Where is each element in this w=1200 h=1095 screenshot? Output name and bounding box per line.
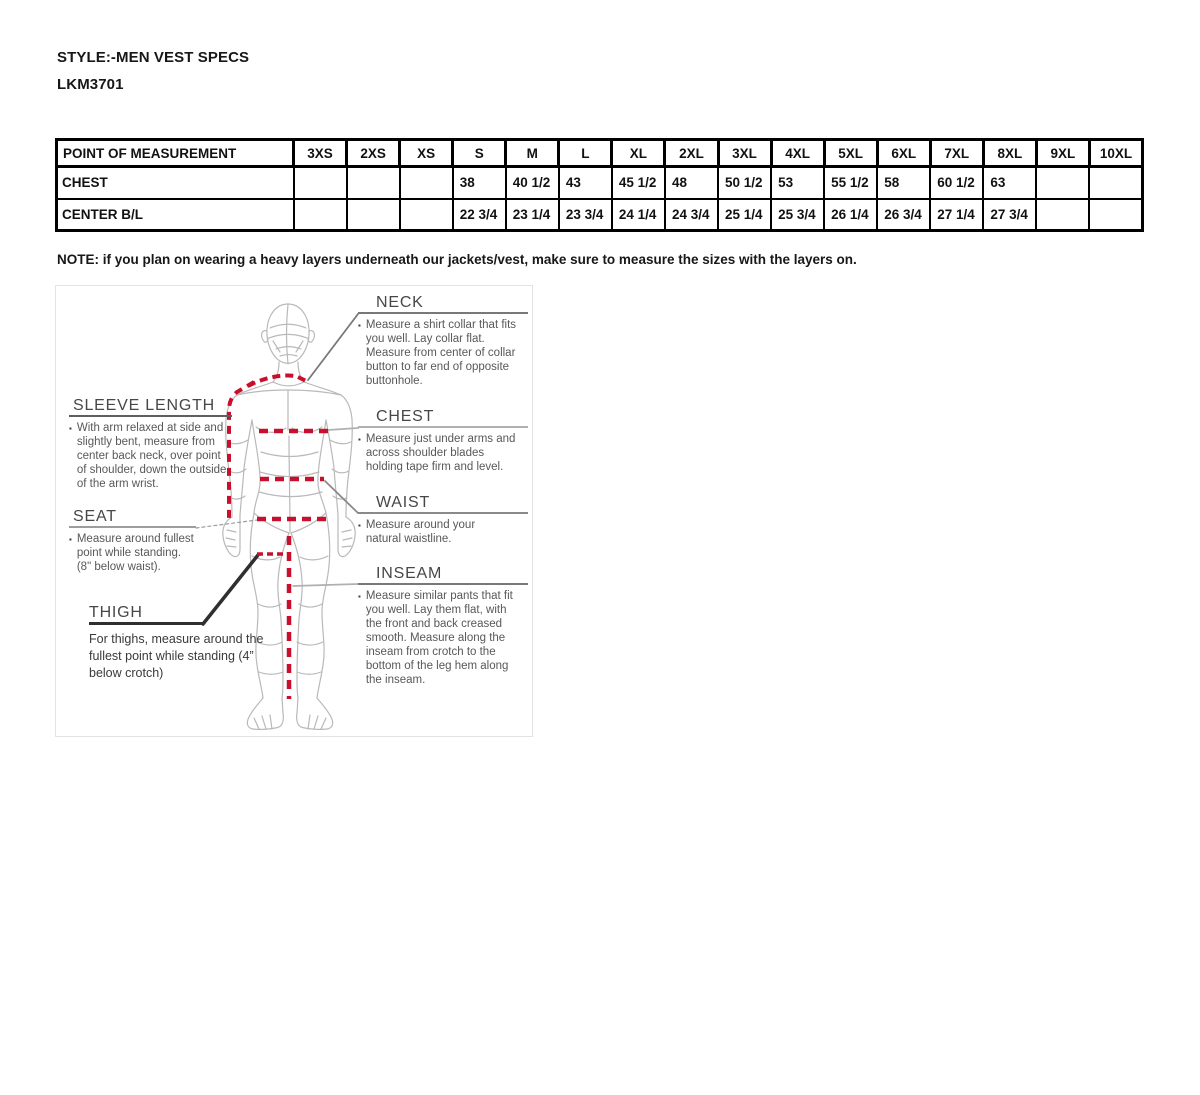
row-label: CENTER B/L (57, 199, 294, 231)
chest-heading: CHEST (358, 408, 528, 428)
size-table (55, 138, 1144, 232)
col-header-point-of-measurement: POINT OF MEASUREMENT (57, 140, 294, 167)
col-header-size-3xs: 3XS (294, 140, 347, 167)
col-header-size-s: S (453, 140, 506, 167)
size-value-cell (1089, 167, 1142, 199)
size-value-cell: 24 3/4 (665, 199, 718, 231)
size-value-cell (347, 167, 400, 199)
thigh-heading: THIGH (89, 604, 203, 625)
size-value-cell: 53 (771, 167, 824, 199)
bullet-square-icon: ▪ (358, 321, 361, 330)
neck-instructions (358, 318, 528, 388)
col-header-size-7xl: 7XL (930, 140, 983, 167)
col-header-size-m: M (506, 140, 559, 167)
size-value-cell (1089, 199, 1142, 231)
neck-instruction-text: Measure a shirt collar that fits you well. Lay collar flat. Measure from center of collar button to far end of opposite buttonhole. (365, 319, 517, 387)
sleeve-length-heading: SLEEVE LENGTH (69, 397, 232, 417)
col-header-size-3xl: 3XL (718, 140, 771, 167)
col-header-size-5xl: 5XL (824, 140, 877, 167)
size-value-cell: 50 1/2 (718, 167, 771, 199)
chest-leader-line (328, 428, 358, 430)
col-header-size-xl: XL (612, 140, 665, 167)
measurement-diagram (55, 285, 533, 737)
inseam-section (358, 565, 528, 687)
size-value-cell: 25 3/4 (771, 199, 824, 231)
size-value-cell: 25 1/4 (718, 199, 771, 231)
size-value-cell (1036, 167, 1089, 199)
waist-instructions (358, 518, 528, 546)
sleeve-length-section (69, 397, 232, 491)
size-table-body (57, 167, 1143, 231)
sleeve-length-instruction-text: With arm relaxed at side and slightly bent, measure from center back neck, over point of shoulder, down the outside of the arm wrist. (76, 422, 227, 490)
size-value-cell (1036, 199, 1089, 231)
size-value-cell: 38 (453, 167, 506, 199)
neck-leader-line (308, 314, 358, 380)
inseam-instructions (358, 589, 528, 687)
size-value-cell (294, 167, 347, 199)
neck-section (358, 294, 528, 388)
seat-instructions (69, 532, 196, 574)
size-table-container (55, 138, 1144, 232)
waist-section (358, 494, 528, 546)
row-label: CHEST (57, 167, 294, 199)
size-value-cell: 24 1/4 (612, 199, 665, 231)
size-value-cell: 45 1/2 (612, 167, 665, 199)
col-header-size-6xl: 6XL (877, 140, 930, 167)
size-value-cell: 22 3/4 (453, 199, 506, 231)
size-value-cell: 60 1/2 (930, 167, 983, 199)
title-block (57, 44, 249, 98)
col-header-size-9xl: 9XL (1036, 140, 1089, 167)
waist-instruction-text: Measure around your natural waistline. (365, 519, 476, 545)
bullet-square-icon: ▪ (358, 592, 361, 601)
waist-heading: WAIST (358, 494, 528, 514)
size-value-cell: 63 (983, 167, 1036, 199)
col-header-size-l: L (559, 140, 612, 167)
size-value-cell: 23 3/4 (559, 199, 612, 231)
size-value-cell: 58 (877, 167, 930, 199)
col-header-size-2xs: 2XS (347, 140, 400, 167)
bullet-square-icon: ▪ (358, 435, 361, 444)
inseam-leader-line (293, 584, 358, 586)
chest-section (358, 408, 528, 474)
inseam-heading: INSEAM (358, 565, 528, 585)
size-table-header-row (57, 140, 1143, 167)
thigh-leader-line (203, 555, 258, 624)
size-value-cell: 26 3/4 (877, 199, 930, 231)
style-code: LKM3701 (57, 76, 124, 93)
col-header-size-2xl: 2XL (665, 140, 718, 167)
sleeve-length-instructions (69, 421, 232, 491)
col-header-size-10xl: 10XL (1089, 140, 1142, 167)
bullet-square-icon: ▪ (69, 535, 72, 544)
seat-instruction-text: Measure around fullest point while standing. (8" below waist). (76, 533, 194, 573)
bullet-square-icon: ▪ (69, 424, 72, 433)
thigh-instruction-text: For thighs, measure around the fullest point while standing (4” below crotch) (89, 632, 264, 680)
size-value-cell (400, 167, 453, 199)
size-value-cell: 23 1/4 (506, 199, 559, 231)
table-row (57, 199, 1143, 231)
size-value-cell: 55 1/2 (824, 167, 877, 199)
size-value-cell (347, 199, 400, 231)
col-header-size-8xl: 8XL (983, 140, 1036, 167)
inseam-instruction-text: Measure similar pants that fit you well. Lay them flat, with the front and back creased smooth. Measure along the inseam from crotch to the bottom of the leg hem along the inseam. (365, 590, 513, 686)
seat-heading: SEAT (69, 508, 196, 528)
size-value-cell: 26 1/4 (824, 199, 877, 231)
table-row (57, 167, 1143, 199)
style-title: STYLE:-MEN VEST SPECS (57, 49, 250, 66)
note-text: NOTE: if you plan on wearing a heavy layers underneath our jackets/vest, make sure to measure the sizes with the layers on. (57, 252, 857, 267)
bullet-square-icon: ▪ (358, 521, 361, 530)
neck-heading: NECK (358, 294, 528, 314)
size-value-cell: 27 1/4 (930, 199, 983, 231)
size-value-cell: 48 (665, 167, 718, 199)
size-value-cell (400, 199, 453, 231)
size-value-cell (294, 199, 347, 231)
col-header-size-4xl: 4XL (771, 140, 824, 167)
chest-instructions (358, 432, 528, 474)
size-value-cell: 40 1/2 (506, 167, 559, 199)
seat-section (69, 508, 196, 574)
thigh-section (89, 604, 264, 682)
col-header-size-xs: XS (400, 140, 453, 167)
size-value-cell: 43 (559, 167, 612, 199)
size-value-cell: 27 3/4 (983, 199, 1036, 231)
waist-leader-line (325, 481, 358, 513)
chest-instruction-text: Measure just under arms and across shoulder blades holding tape firm and level. (365, 433, 516, 473)
